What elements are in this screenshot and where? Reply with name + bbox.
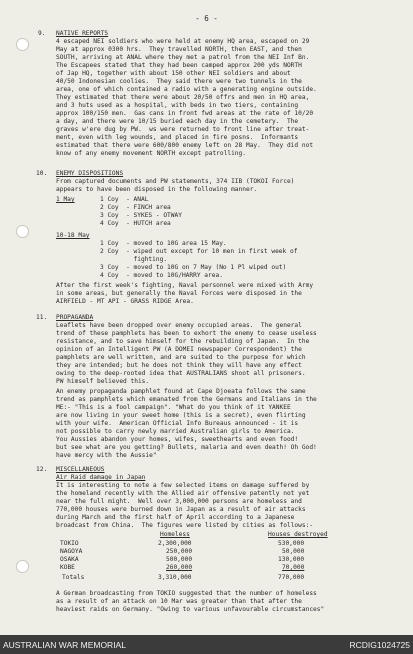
section-12-subheading: Air Raid damage in Japan — [56, 474, 146, 481]
section-9-line: approx 100/150 men. Gas cans in front fwd areas at the rate of 10/20 — [56, 110, 314, 117]
section-11-number: 11. — [36, 314, 48, 321]
table-homeless: 2,300,000 — [158, 540, 192, 547]
table-homeless: 260,000 — [166, 564, 193, 571]
period-2-line: 2 Coy - wiped out except for 10 men in first week of — [100, 248, 298, 255]
period-2-line: 4 Coy - moved to 10G/HARRY area. — [100, 272, 223, 279]
table-total-label: Totals — [62, 574, 85, 581]
page-number: - 6 - — [195, 14, 218, 23]
table-houses: 70,000 — [282, 564, 305, 571]
section-9-line: ment, even with leg wounds, and placed in fire posns. Informants — [56, 134, 299, 141]
section-10-intro: appears to have been disposed in the following manner. — [56, 186, 258, 193]
table-city: NAGOYA — [60, 548, 83, 555]
section-11-line: are now living in your sweet home (this is a secret), even flirting — [56, 412, 306, 419]
section-9-line: May at approx 0300 hrs. They travelled NORTH, then EAST, and then — [56, 46, 302, 53]
section-9-line: 4 escaped NEI soldiers who were held at enemy HQ area, escaped on 29 — [56, 38, 310, 45]
period-1-line: 3 Coy - SYKES - OTWAY — [100, 212, 182, 219]
section-9-line: SOUTH, arriving at ANAL where they met a patrol from the NEI Inf Bn. — [56, 54, 310, 61]
section-11-line: Leaflets have been dropped over enemy occupied areas. The general — [56, 322, 302, 329]
section-9-line: a day, and there were 10/15 buried each day in the cemetery. The — [56, 118, 299, 125]
punch-hole-bottom — [16, 560, 29, 573]
section-9-line: know of any enemy movement NORTH except patrolling. — [56, 150, 246, 157]
section-12-line: 770,000 houses were burned down in Japan as a result of air attacks — [56, 506, 306, 513]
table-total-homeless: 3,310,000 — [158, 574, 192, 581]
section-11-line: trend as pamphlets which emanated from the Germans and Italians in the — [56, 396, 317, 403]
section-12-heading: MISCELLANEOUS — [56, 466, 105, 473]
section-10-intro: From captured documents and PW statements, 374 IIB (TOKOI Force) — [56, 178, 295, 185]
section-10-closing: in some areas, but generally the Naval Forces were disposed in the — [56, 290, 302, 297]
section-12-closing: heaviest raids on Germany. "Owing to various unfavourable circumstances" — [56, 606, 325, 613]
section-12-line: the homeland recently with the Allied air offensive patently not yet — [56, 490, 310, 497]
section-12-line: near the full might. Well over 3,000,000 persons are homeless and — [56, 498, 302, 505]
table-total-houses: 770,000 — [278, 574, 305, 581]
section-12-closing: as a result of an attack on 10 Mar was greater than that after the — [56, 598, 302, 605]
section-9-line: estimated that there were 600/800 enemy left on 28 May. They did not — [56, 142, 314, 149]
table-header-houses: Houses destroyed — [268, 531, 328, 538]
period-2-line: 1 Coy - moved to 10G area 15 May. — [100, 240, 227, 247]
period-1-label: 1 May — [56, 196, 75, 203]
table-homeless: 500,000 — [166, 556, 193, 563]
archive-footer — [0, 635, 413, 654]
table-header-homeless: Homeless — [160, 531, 190, 538]
section-9-line: The Escapees stated that they had been camped approx 200 yds NORTH — [56, 62, 302, 69]
section-11-line: trend of these pamphlets has been to exhort the enemy to cease useless — [56, 330, 317, 337]
punch-hole-middle — [16, 225, 29, 238]
section-12-line: It is interesting to note a few selected items on damage suffered by — [56, 482, 310, 489]
period-2-line: fighting. — [100, 256, 168, 263]
table-houses: 530,000 — [278, 540, 305, 547]
section-11-line: resistance, and to save himself for the rebuilding of Japan. In the — [56, 338, 310, 345]
table-homeless: 250,000 — [166, 548, 193, 555]
section-11-line: with your wife. American Official Info Bureaus announced - it is — [56, 420, 299, 427]
section-9-line: graves w'ere dug by PW. ws were returned to front line after treat- — [56, 126, 310, 133]
section-11-line: they are intended; but he does not think they will have any effect — [56, 362, 302, 369]
section-9-line: of Jap HQ, together with about 150 other NEI soldiers and about — [56, 70, 291, 77]
table-houses: 130,000 — [278, 556, 305, 563]
section-12-line: broadcast from China. The figures were listed by cities as follows:- — [56, 522, 314, 529]
table-city: OSAKA — [60, 556, 79, 563]
section-12-number: 12. — [36, 466, 48, 473]
section-12-closing: A German broadcasting from TOKIO suggested that the number of homeless — [56, 590, 317, 597]
table-city: TOKIO — [60, 540, 79, 547]
period-2-line: 3 Coy - moved to 10G on 7 May (No 1 Pl wiped out) — [100, 264, 287, 271]
section-11-line: but see what are you getting? Bullets, malaria and even death! Oh God! — [56, 444, 317, 451]
section-11-line: ME:- "This is a fool campaign". "What do you think of it YANKEE — [56, 404, 291, 411]
section-9-line: 40/50 Indonesian coolies. They said there were two tunnels in the — [56, 78, 302, 85]
section-11-line: An enemy propaganda pamphlet found at Cape Djoeata follows the same — [56, 388, 306, 395]
section-11-line: opinion of an Intelligent PW (A DOMEI newspaper Correspondent) the — [56, 346, 302, 353]
table-city: KOBE — [60, 564, 75, 571]
section-12-line: during March and the first half of April according to a Japanese — [56, 514, 295, 521]
section-11-line: pamphlets are well written, and are suited to the purpose for which — [56, 354, 306, 361]
section-11-line: PW himself believed this. — [56, 378, 150, 385]
period-1-line: 1 Coy - ANAL — [100, 196, 149, 203]
section-9-number: 9. — [38, 30, 46, 37]
period-1-line: 4 Coy - HUTCH area — [100, 220, 171, 227]
section-10-closing: AIRFIELD - MT API - GRASS RIDGE Area. — [56, 298, 194, 305]
section-10-heading: ENEMY DISPOSITIONS — [56, 170, 124, 177]
period-2-label: 10-18 May — [56, 232, 90, 239]
section-11-line: not possible to carry newly married Australian girls to America. — [56, 428, 295, 435]
section-11-heading: PROPAGANDA — [56, 314, 94, 321]
section-9-heading: NATIVE REPORTS — [56, 30, 109, 37]
punch-hole-top — [16, 38, 29, 51]
section-11-line: have mercy with the Aussie" — [56, 452, 157, 459]
footer-source: AUSTRALIAN WAR MEMORIAL — [3, 640, 126, 650]
section-9-line: and 3 huts used as a hospital, with beds in two tiers, containing — [56, 102, 299, 109]
footer-record-id: RCDIG1024725 — [349, 640, 410, 650]
section-10-closing: After the first week's fighting, Naval personnel were mixed with Army — [56, 282, 314, 289]
period-1-line: 2 Coy - FINCH area — [100, 204, 171, 211]
section-11-line: owing to the deep-rooted idea that AUSTRALIANS shoot all prisoners. — [56, 370, 306, 377]
section-11-line: You Aussies abandon your homes, wifes, sweethearts and even food! — [56, 436, 299, 443]
table-houses: 50,000 — [282, 548, 305, 555]
section-10-number: 10. — [36, 170, 48, 177]
section-9-line: area, one of which contained a radio with a generating engine outside. — [56, 86, 317, 93]
section-9-line: They estimated that there were about 20/50 offrs and men in HQ area, — [56, 94, 310, 101]
